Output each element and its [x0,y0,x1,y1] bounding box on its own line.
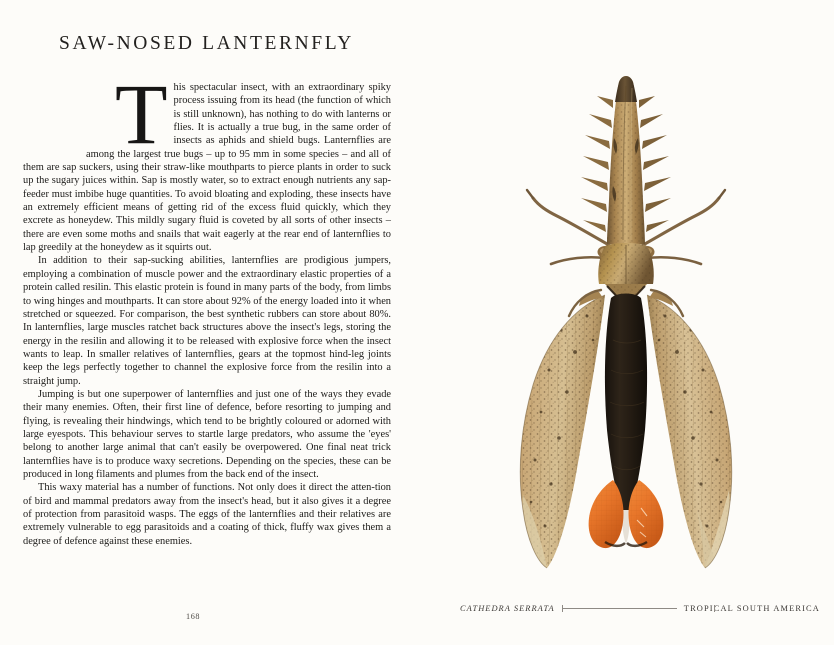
caption-region-name: TROPICAL SOUTH AMERICA [683,604,820,613]
caption-divider-rule [562,605,677,612]
page-number: 168 [186,612,201,621]
paragraph-1 [23,66,391,254]
paragraph-2: In addition to their sap-sucking abilities, lanternflies are prodigious jumpers, employing a combination of muscle power and the extraordinary elastic properties of a protein called resilin. This elastic protein is found in many parts of the body, from limbs to wing hinges and mouthparts. It can store about 92% of the energy loaded into it when stretched or squeezed. For comparison, the best synthetic rubbers can store about 80%. In lanternflies, large muscles ratchet back structures above the insect's legs, storing the energy in the resilin and allowing it to be released with explosive force when the insect wants to leap. In smaller relatives of lanternflies, gears at the topmost hind-leg joints keep the legs perfectly together to channel the explosive force from the resilin into a straight jump. [23,255,391,387]
right-plate-page [417,0,834,645]
paragraph-4: This waxy material has a number of functions. Not only does it direct the atten-tion of bird and mammal predators away from the insect's head, but it also gives it a degree of protection from parasitoid wasps. The eggs of the lanternflies and their relatives are extremely vulnerable to egg parasitoids and a coating of thick, fluffy wax gives them a degree of defence against these enemies. [23,482,391,547]
plate-caption [460,604,820,613]
drop-cap: T [115,66,168,162]
paragraph-3: Jumping is but one superpower of lanternflies and just one of the ways they evade their many enemies. Often, their first line of defence, before resorting to jumping and flying, is revealing their hindwings, which tend to be brightly coloured or adorned with large eyespots. This behaviour serves to startle large predators, who assume the 'eyes' belong to another large animal that can't easily be overpowered. One final neat trick lanternflies have is to produce waxy secretions. Depending on the species, these can be produced in long filaments and plumes from the back end of the insect. [23,388,391,480]
lanternfly-illustration [501,40,751,570]
saw-nose-process [581,76,671,244]
caption-species-name: CATHEDRA SERRATA [460,604,555,613]
page-title: SAW-NOSED LANTERNFLY [59,33,354,54]
article-body [23,66,391,548]
specimen-photo [417,40,834,580]
paragraph-1-text: his spectacular insect, with an extraordinary spiky process issuing from its head (the function of which is still unknown), has nothing to do with lanterns or flies. It is actually a true bug, in the same order of insects as aphids and shield bugs. Lanternflies are among the largest true bugs – up to 95 mm in some species – and all of them are sap suckers, using their straw-like mouthparts to pierce plants in order to suck up the sugary juices within. Sap is mostly water, so to extract enough nutrients any sap-feeder must imbibe huge quantities. To avoid bloating and exploding, these insects have an extremely efficient means of getting rid of the excess fluid quickly, which they excrete as honeydew. This mildly sugary fluid is coveted by all sorts of other insects – there are even some moths and snails that wait eagerly at the rear end of lanternflies to lap greedily at the honeydew as it squirts out. [23,82,391,254]
